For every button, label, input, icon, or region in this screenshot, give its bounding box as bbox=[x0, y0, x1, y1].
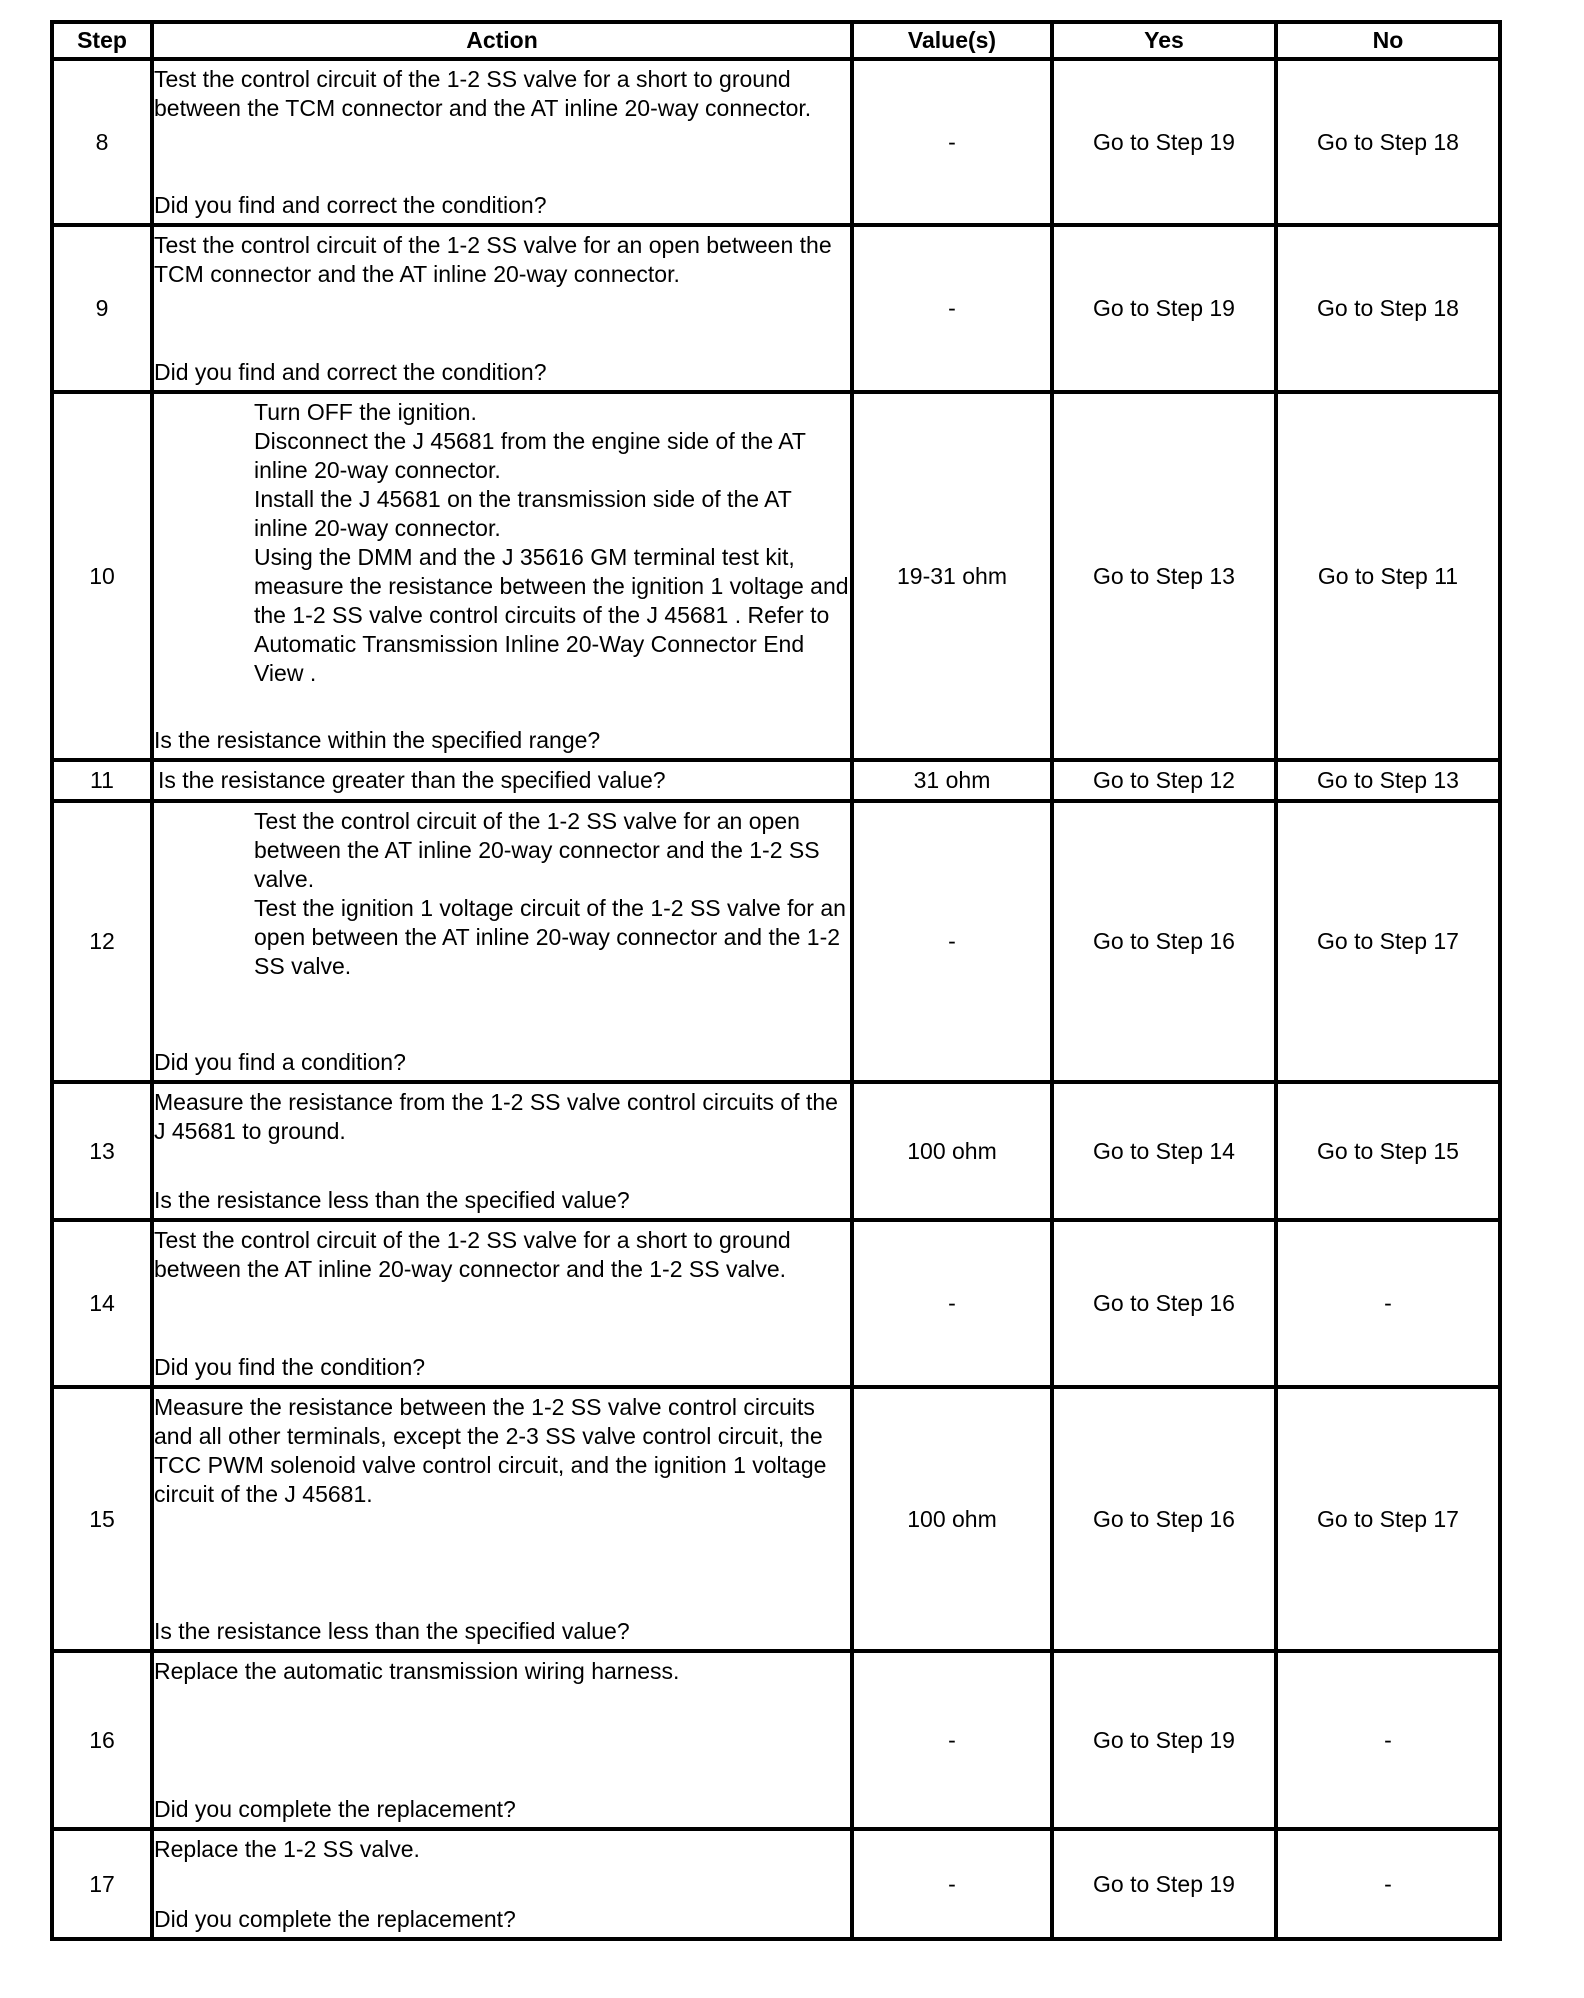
value-cell: 100 ohm bbox=[852, 1082, 1052, 1220]
table-row bbox=[52, 392, 1500, 760]
value-cell: - bbox=[852, 1829, 1052, 1939]
value-cell: 19-31 ohm bbox=[852, 392, 1052, 760]
value-cell: 100 ohm bbox=[852, 1387, 1052, 1651]
yes-link[interactable]: Go to Step 16 bbox=[1052, 1220, 1276, 1387]
question-text: Is the resistance within the specified range? bbox=[154, 726, 601, 753]
header-yes: Yes bbox=[1052, 22, 1276, 59]
action-cell bbox=[152, 801, 852, 1082]
action-text: Turn OFF the ignition. Disconnect the J 45681 from the engine side of the AT inline 20-way connector. Install the J 45681 on the transmission side of the AT inline 20-way connector. Using the DMM and the J 35616 GM terminal test kit, measure the resistance between the ignition 1 voltage and the 1-2 SS valve control circuits of the J 45681 . Refer to Automatic Transmission Inline 20-Way Connector End View . bbox=[254, 398, 849, 686]
value-cell: - bbox=[852, 59, 1052, 225]
table-row bbox=[52, 760, 1500, 801]
action-cell bbox=[152, 1387, 852, 1651]
step-number: 9 bbox=[52, 225, 152, 392]
action-text: Test the control circuit of the 1-2 SS valve for an open between the AT inline 20-way connector and the 1-2 SS valve. Test the ignition 1 voltage circuit of the 1-2 SS valve for an open between the AT inline 20-way connector and the 1-2 SS valve. bbox=[254, 807, 846, 979]
question-text: Is the resistance greater than the specified value? bbox=[158, 767, 666, 793]
action-cell bbox=[152, 1651, 852, 1829]
action-cell bbox=[152, 1082, 852, 1220]
yes-link[interactable]: Go to Step 16 bbox=[1052, 801, 1276, 1082]
yes-link[interactable]: Go to Step 16 bbox=[1052, 1387, 1276, 1651]
question-text: Did you complete the replacement? bbox=[154, 1795, 516, 1822]
step-number: 8 bbox=[52, 59, 152, 225]
no-value: - bbox=[1276, 1220, 1500, 1387]
step-number: 10 bbox=[52, 392, 152, 760]
table-row bbox=[52, 59, 1500, 225]
no-link[interactable]: Go to Step 17 bbox=[1276, 1387, 1500, 1651]
value-cell: - bbox=[852, 1220, 1052, 1387]
question-text: Is the resistance less than the specified value? bbox=[154, 1186, 630, 1213]
step-number: 11 bbox=[52, 760, 152, 801]
yes-link[interactable]: Go to Step 12 bbox=[1052, 760, 1276, 801]
question-text: Did you complete the replacement? bbox=[154, 1905, 516, 1932]
no-value: - bbox=[1276, 1829, 1500, 1939]
no-link[interactable]: Go to Step 17 bbox=[1276, 801, 1500, 1082]
action-cell bbox=[152, 1220, 852, 1387]
diagnostic-table bbox=[50, 20, 1502, 1941]
action-text: Replace the 1-2 SS valve. bbox=[154, 1835, 420, 1862]
question-text: Did you find the condition? bbox=[154, 1353, 426, 1380]
action-text: Test the control circuit of the 1-2 SS valve for an open between the TCM connector and the AT inline 20-way connector. bbox=[154, 231, 832, 287]
table-row bbox=[52, 225, 1500, 392]
no-link[interactable]: Go to Step 15 bbox=[1276, 1082, 1500, 1220]
action-cell bbox=[152, 225, 852, 392]
table-row bbox=[52, 1651, 1500, 1829]
no-link[interactable]: Go to Step 13 bbox=[1276, 760, 1500, 801]
header-no: No bbox=[1276, 22, 1500, 59]
value-cell: - bbox=[852, 1651, 1052, 1829]
no-value: - bbox=[1276, 1651, 1500, 1829]
action-cell bbox=[152, 392, 852, 760]
step-number: 15 bbox=[52, 1387, 152, 1651]
yes-link[interactable]: Go to Step 14 bbox=[1052, 1082, 1276, 1220]
yes-link[interactable]: Go to Step 19 bbox=[1052, 225, 1276, 392]
step-number: 17 bbox=[52, 1829, 152, 1939]
value-cell: - bbox=[852, 225, 1052, 392]
question-text: Did you find a condition? bbox=[154, 1048, 406, 1075]
table-row bbox=[52, 1220, 1500, 1387]
step-number: 13 bbox=[52, 1082, 152, 1220]
header-step: Step bbox=[52, 22, 152, 59]
yes-link[interactable]: Go to Step 13 bbox=[1052, 392, 1276, 760]
no-link[interactable]: Go to Step 11 bbox=[1276, 392, 1500, 760]
header-row bbox=[52, 22, 1500, 59]
yes-link[interactable]: Go to Step 19 bbox=[1052, 1651, 1276, 1829]
table-row bbox=[52, 1387, 1500, 1651]
yes-link[interactable]: Go to Step 19 bbox=[1052, 1829, 1276, 1939]
step-number: 12 bbox=[52, 801, 152, 1082]
question-text: Is the resistance less than the specified value? bbox=[154, 1617, 630, 1644]
question-text: Did you find and correct the condition? bbox=[154, 358, 547, 385]
action-text: Replace the automatic transmission wiring harness. bbox=[154, 1657, 680, 1684]
table-row bbox=[52, 1829, 1500, 1939]
step-number: 14 bbox=[52, 1220, 152, 1387]
no-link[interactable]: Go to Step 18 bbox=[1276, 59, 1500, 225]
action-cell bbox=[152, 760, 852, 801]
yes-link[interactable]: Go to Step 19 bbox=[1052, 59, 1276, 225]
table-row bbox=[52, 801, 1500, 1082]
no-link[interactable]: Go to Step 18 bbox=[1276, 225, 1500, 392]
action-cell bbox=[152, 59, 852, 225]
action-text: Test the control circuit of the 1-2 SS valve for a short to ground between the TCM connector and the AT inline 20-way connector. bbox=[154, 65, 812, 121]
action-text: Measure the resistance between the 1-2 SS valve control circuits and all other terminals, except the 2-3 SS valve control circuit, the TCC PWM solenoid valve control circuit, and the ignition 1 voltage circuit of the J 45681. bbox=[154, 1393, 827, 1507]
value-cell: 31 ohm bbox=[852, 760, 1052, 801]
header-action: Action bbox=[152, 22, 852, 59]
action-text: Test the control circuit of the 1-2 SS valve for a short to ground between the AT inline 20-way connector and the 1-2 SS valve. bbox=[154, 1226, 791, 1282]
table-row bbox=[52, 1082, 1500, 1220]
question-text: Did you find and correct the condition? bbox=[154, 191, 547, 218]
step-number: 16 bbox=[52, 1651, 152, 1829]
action-text: Measure the resistance from the 1-2 SS valve control circuits of the J 45681 to ground. bbox=[154, 1088, 838, 1144]
header-values: Value(s) bbox=[852, 22, 1052, 59]
value-cell: - bbox=[852, 801, 1052, 1082]
action-cell bbox=[152, 1829, 852, 1939]
